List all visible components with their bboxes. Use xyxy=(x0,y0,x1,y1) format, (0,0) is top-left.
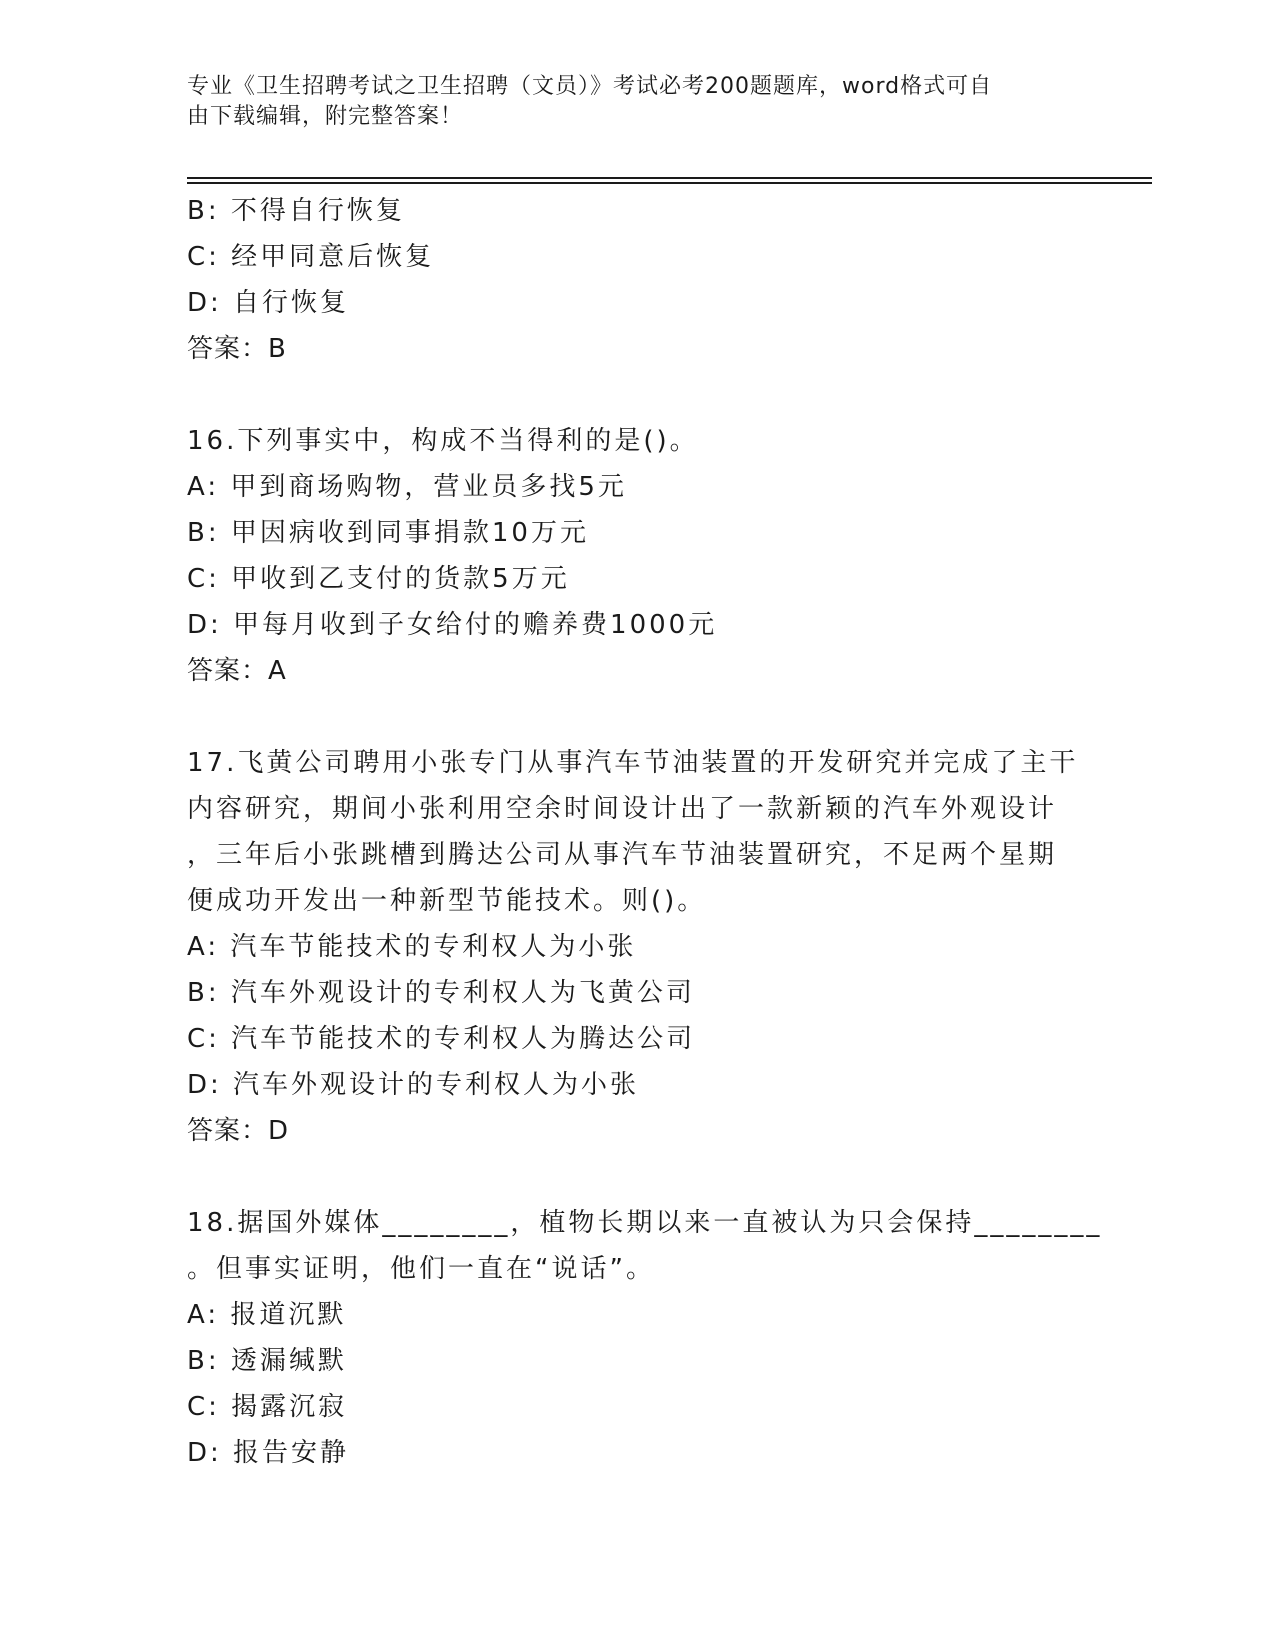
header-line-1: 专业《卫生招聘考试之卫生招聘（文员）》考试必考200题题库，word格式可自 xyxy=(187,74,993,99)
option-d: D: 报告安静 xyxy=(187,1438,350,1468)
question-stem-line-2: 内容研究，期间小张利用空余时间设计出了一款新颖的汽车外观设计 xyxy=(187,794,1058,824)
question-list xyxy=(187,188,1103,1476)
option-c: C: 汽车节能技术的专利权人为腾达公司 xyxy=(187,1024,696,1054)
document-header xyxy=(187,72,1067,132)
answer-label: 答案：A xyxy=(187,656,287,686)
option-c: C: 经甲同意后恢复 xyxy=(187,242,435,272)
answer-label: 答案：D xyxy=(187,1116,290,1146)
spacer xyxy=(187,694,1087,740)
question-stem-line-3: ，三年后小张跳槽到腾达公司从事汽车节油装置研究，不足两个星期 xyxy=(187,840,1058,870)
spacer xyxy=(187,372,1087,418)
question-16 xyxy=(187,418,1087,694)
option-c: C: 甲收到乙支付的货款5万元 xyxy=(187,564,570,594)
option-a: A: 汽车节能技术的专利权人为小张 xyxy=(187,932,637,962)
option-b: B: 不得自行恢复 xyxy=(187,196,405,226)
header-divider-bottom xyxy=(187,182,1152,184)
option-b: B: 透漏缄默 xyxy=(187,1346,347,1376)
question-15 xyxy=(187,188,1087,372)
header-line-2: 由下载编辑，附完整答案！ xyxy=(187,104,464,129)
header-divider-top xyxy=(187,177,1152,179)
option-b: B: 汽车外观设计的专利权人为飞黄公司 xyxy=(187,978,695,1008)
option-a: A: 报道沉默 xyxy=(187,1300,347,1330)
option-d: D: 甲每月收到子女给付的赡养费1000元 xyxy=(187,610,718,640)
spacer xyxy=(187,1154,1087,1200)
question-stem-line-4: 便成功开发出一种新型节能技术。则()。 xyxy=(187,886,707,916)
question-stem-line-1: 17.飞黄公司聘用小张专门从事汽车节油装置的开发研究并完成了主干 xyxy=(187,748,1079,778)
question-stem: 16.下列事实中，构成不当得利的是()。 xyxy=(187,426,699,456)
answer-label: 答案：B xyxy=(187,334,287,364)
question-17 xyxy=(187,740,1087,1154)
option-a: A: 甲到商场购物，营业员多找5元 xyxy=(187,472,627,502)
option-b: B: 甲因病收到同事捐款10万元 xyxy=(187,518,589,548)
question-stem-line-1: 18.据国外媒体________，植物长期以来一直被认为只会保持________ xyxy=(187,1208,1103,1238)
option-d: D: 汽车外观设计的专利权人为小张 xyxy=(187,1070,640,1100)
question-stem-line-2: 。但事实证明，他们一直在“说话”。 xyxy=(187,1254,655,1284)
option-c: C: 揭露沉寂 xyxy=(187,1392,348,1422)
option-d: D: 自行恢复 xyxy=(187,288,350,318)
question-18 xyxy=(187,1200,1103,1476)
